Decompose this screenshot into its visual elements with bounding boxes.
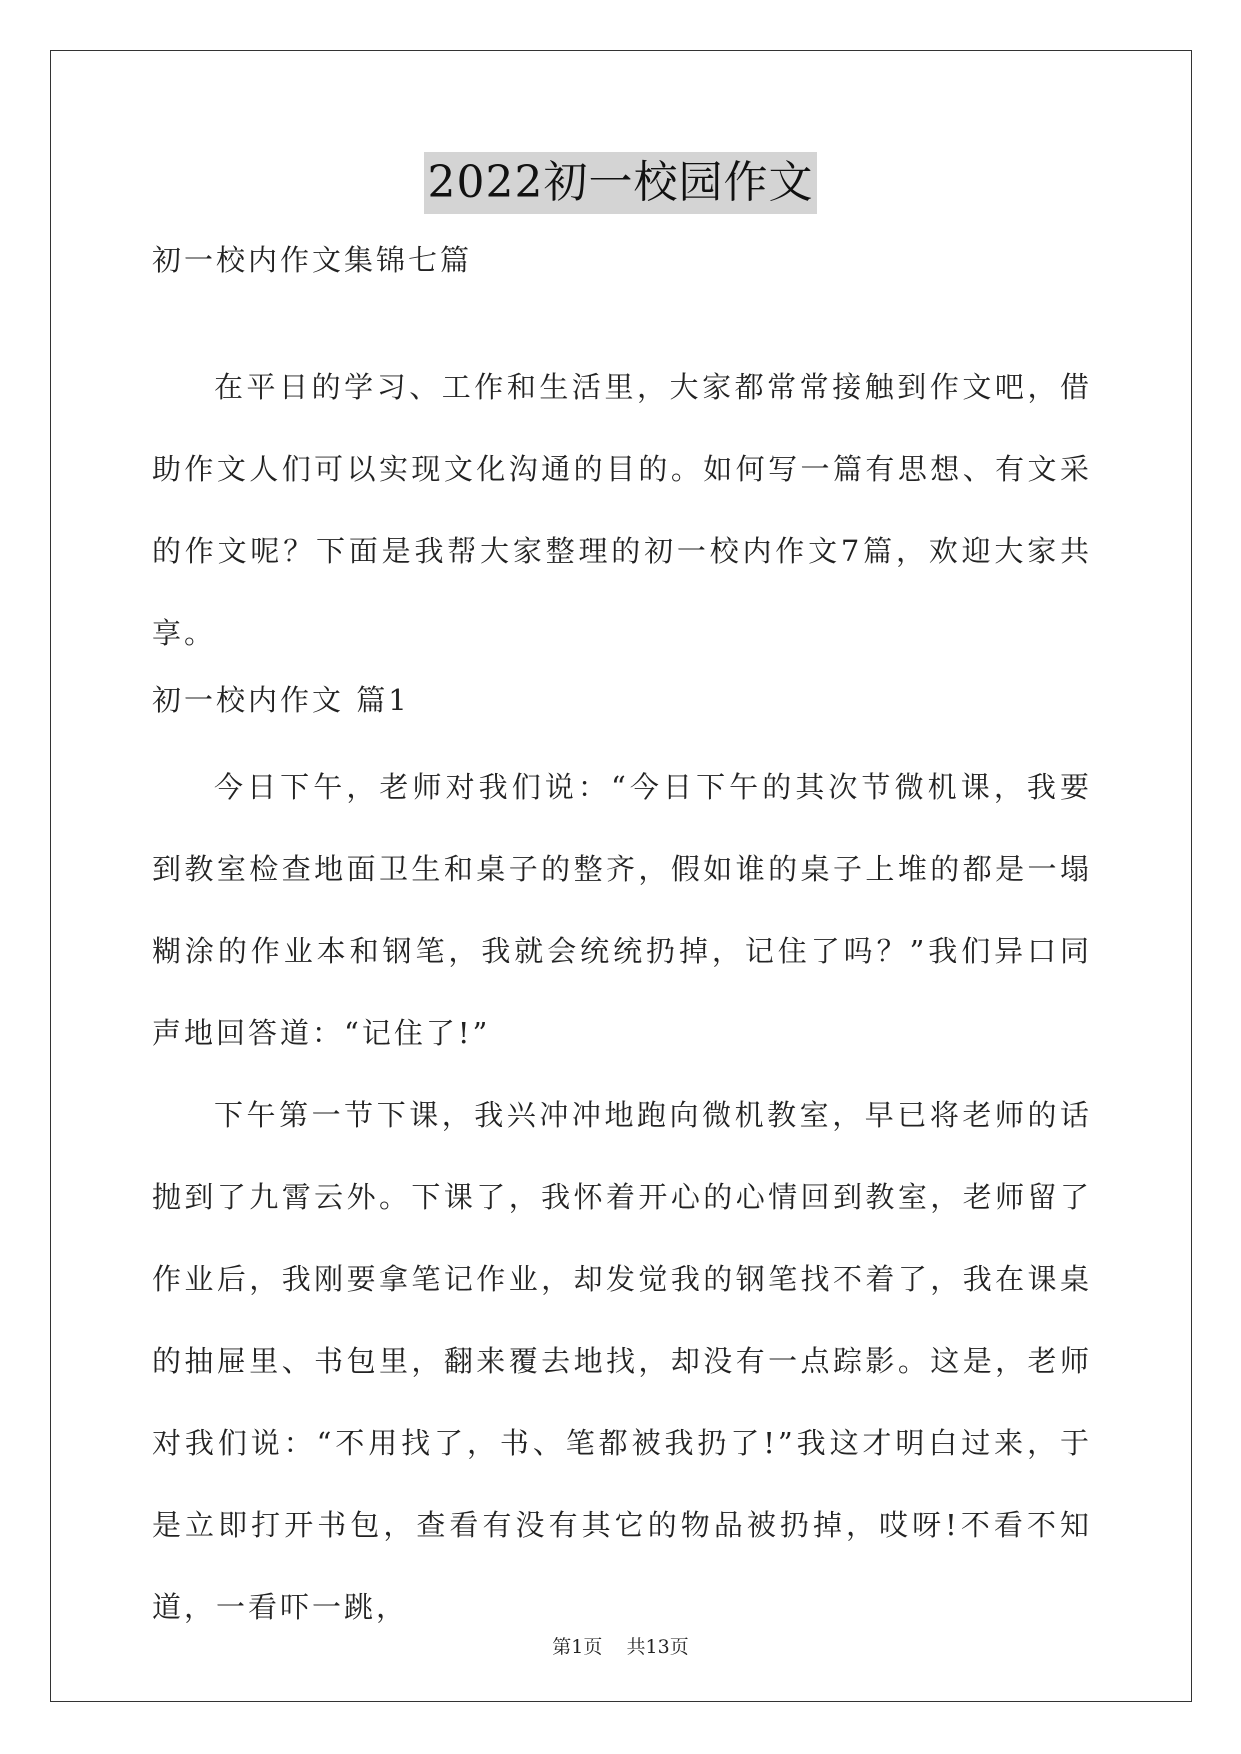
title-container (0, 152, 1241, 214)
document-subtitle: 初一校内作文集锦七篇 (152, 243, 473, 277)
document-title: 2022初一校园作文 (424, 152, 818, 214)
page-number: 第1页 (552, 1636, 603, 1658)
body-paragraph-2: 下午第一节下课，我兴冲冲地跑向微机教室，早已将老师的话抛到了九霄云外。下课了，我怀着开心的心情回到教室，老师留了作业后，我刚要拿笔记作业，却发觉我的钢笔找不着了，我在课桌的抽屉里、书包里，翻来覆去地找，却没有一点踪影。这是，老师对我们说：“不用找了，书、笔都被我扔了!”我这才明白过来，于是立即打开书包，查看有没有其它的物品被扔掉，哎呀!不看不知道，一看吓一跳， (152, 1098, 1092, 1624)
body-paragraph-1: 今日下午，老师对我们说：“今日下午的其次节微机课，我要到教室检查地面卫生和桌子的整齐，假如谁的桌子上堆的都是一塌糊涂的作业本和钢笔，我就会统统扔掉，记住了吗？”我们异口同声地回答道：“记住了!” (152, 770, 1092, 1050)
page-total: 共13页 (626, 1636, 689, 1658)
section-heading: 初一校内作文 篇1 (152, 683, 410, 717)
intro-paragraph: 在平日的学习、工作和生活里，大家都常常接触到作文吧，借助作文人们可以实现文化沟通的目的。如何写一篇有思想、有文采的作文呢？下面是我帮大家整理的初一校内作文7篇，欢迎大家共享。 (152, 370, 1092, 650)
page-footer (0, 1634, 1241, 1660)
